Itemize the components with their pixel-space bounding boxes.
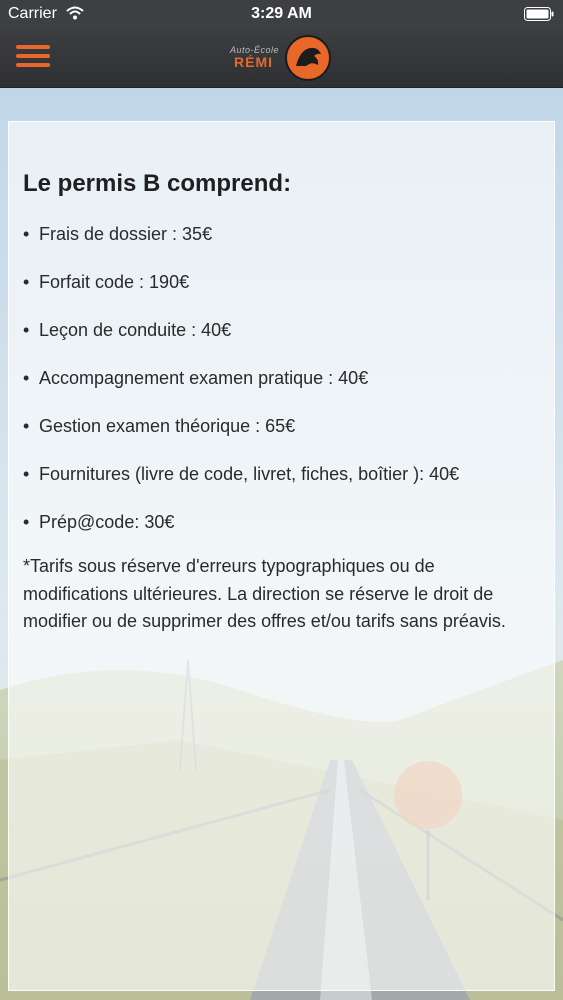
status-time: 3:29 AM	[251, 5, 312, 22]
bullet: •	[23, 224, 30, 244]
bullet: •	[23, 320, 30, 340]
list-item-text: Gestion examen théorique : 65€	[39, 416, 296, 436]
list-item	[23, 412, 459, 460]
disclaimer-text: *Tarifs sous réserve d'erreurs typographiques ou de modifications ultérieures. La direction se réserve le droit de modifier ou de supprimer des offres et/ou tarifs sans préavis.	[23, 556, 506, 631]
menu-button[interactable]	[14, 40, 52, 74]
content-card	[8, 121, 555, 991]
list-item-text: Accompagnement examen pratique : 40€	[39, 368, 369, 388]
bullet: •	[23, 272, 30, 292]
list-item	[23, 508, 459, 556]
list-item	[23, 316, 459, 364]
nav-bar	[0, 28, 563, 88]
list-item	[23, 460, 459, 508]
list-item	[23, 364, 459, 412]
list-item-text: Prép@code: 30€	[39, 512, 175, 532]
page-title: Le permis B comprend:	[23, 170, 292, 197]
logo	[224, 34, 336, 82]
logo-small-text: Auto-École	[230, 45, 280, 55]
list-item-text: Fournitures (livre de code, livret, fiches, boîtier ): 40€	[39, 464, 460, 484]
list-item-text: Forfait code : 190€	[39, 272, 190, 292]
bullet: •	[23, 368, 30, 388]
status-bar	[0, 0, 563, 28]
hamburger-menu-icon	[16, 45, 50, 49]
bullet: •	[23, 512, 30, 532]
bullet: •	[23, 464, 30, 484]
bullet: •	[23, 416, 30, 436]
logo-emblem-icon	[284, 34, 332, 82]
battery-icon	[524, 7, 554, 26]
logo-brand-text: RÉMI	[234, 54, 273, 70]
list-item	[23, 220, 459, 268]
list-item-text: Leçon de conduite : 40€	[39, 320, 232, 340]
list-item	[23, 268, 459, 316]
carrier-label: Carrier	[8, 5, 57, 22]
list-item-text: Frais de dossier : 35€	[39, 224, 213, 244]
price-list	[23, 220, 459, 556]
